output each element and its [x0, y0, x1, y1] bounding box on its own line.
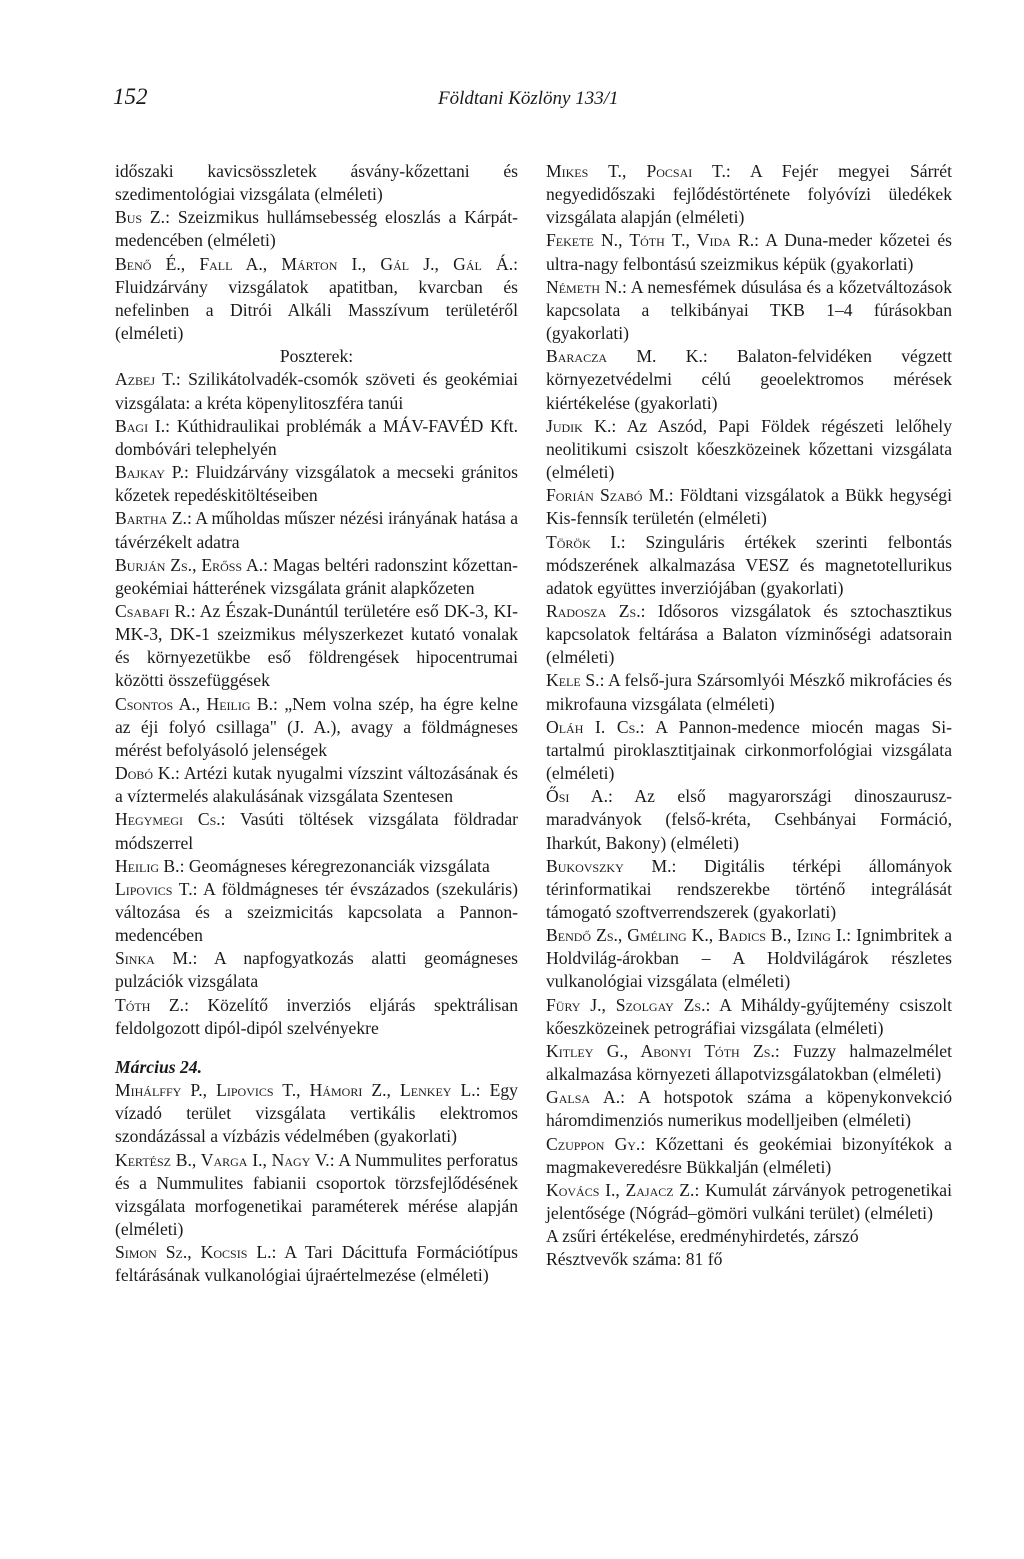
- entry-title: : Balaton-felvidéken végzett környezetvédelmi célú geoelektromos mérések kiértékelése (gyakorlati): [546, 346, 952, 413]
- program-entry: [546, 1086, 952, 1132]
- continuation-text: időszaki kavicsösszletek ásvány-kőzettani és szedimentológiai vizsgálata (elméleti): [115, 161, 518, 205]
- entry-title: : Közelítő inverziós eljárás spektrálisan feldolgozott dipól-dipól szelvényekre: [115, 994, 518, 1038]
- entry-title: : Geomágneses kéregrezonanciák vizsgálata: [179, 855, 490, 876]
- entry-title: : Az Aszód, Papi Földek régészeti lelőhely neolitikumi csiszolt kőeszközeinek kőzettani vizsgálata (elméleti): [546, 415, 952, 483]
- day-heading: Március 24.: [115, 1056, 203, 1077]
- entry-title: : Kőzettani és geokémiai bizonyítékok a magmakeveredésre Bükkalján (elméleti): [546, 1133, 952, 1177]
- entry-title: : Fluidzárvány vizsgálatok apatitban, kvarcban és nefelinben a Ditrói Alkáli Masszívum területéről (elméleti): [115, 253, 518, 344]
- entry-title: : A Pannon-medence miocén magas Si-tartalmú piroklasztitjainak cirkonmorfológiai vizsgálata (elméleti): [546, 716, 952, 784]
- right-entries-group: [546, 160, 952, 1225]
- program-entry: [115, 808, 518, 854]
- entry-title: : Az Észak-Dunántúl területére eső DK-3, KI-MK-3, DK-1 szeizmikus mélyszerkezet kutató vonalak és környezetükbe eső földrengések hipocentrumai közötti összefüggések: [115, 600, 518, 691]
- entry-authors: Füry J., Szolgay Zs.: [546, 994, 706, 1015]
- program-entry: [546, 669, 952, 715]
- entry-authors: Mihálffy P., Lipovics T., Hámori Z., Lenkey L.: [115, 1080, 476, 1101]
- entry-title: : Idősoros vizsgálatok és sztochasztikus kapcsolatok feltárása a Balaton vízminőségi adatsorain (elméleti): [546, 600, 952, 668]
- entry-title: : Az első magyarországi dinoszaurusz-maradványok (felső-kréta, Csehbányai Formáció, Iharkút, Bakony) (elméleti): [546, 786, 952, 853]
- entry-authors: Ősi A.: [546, 786, 608, 807]
- program-entry: [546, 276, 952, 345]
- entry-authors: Lipovics T.: [115, 878, 193, 899]
- entry-title: : Vasúti töltések vizsgálata földradar módszerrel: [115, 809, 518, 853]
- participants-line: Résztvevők száma: 81 fő: [546, 1249, 723, 1270]
- entry-authors: Oláh I. Cs.: [546, 716, 640, 737]
- program-entry: [546, 1179, 952, 1225]
- program-entry: [115, 554, 518, 600]
- entry-authors: Sinka M.: [115, 948, 193, 969]
- entry-authors: Kovács I., Zajacz Z.: [546, 1179, 695, 1200]
- entry-title: : Földtani vizsgálatok a Bükk hegységi Kis-fennsík területén (elméleti): [546, 485, 952, 529]
- program-entry: [546, 160, 952, 229]
- entry-title: : A műholdas műszer nézési irányának hatása a távérzékelt adatra: [115, 508, 519, 552]
- program-entry: [546, 229, 952, 275]
- entry-authors: Csontos A., Heilig B.: [115, 693, 274, 714]
- entry-authors: Judik K.: [546, 415, 612, 436]
- program-entry: [115, 206, 518, 252]
- entry-authors: Kertész B., Varga I., Nagy V.: [115, 1149, 330, 1170]
- entry-authors: Kitley G., Abonyi Tóth Zs.: [546, 1040, 775, 1061]
- entry-authors: Radosza Zs.: [546, 600, 641, 621]
- entry-authors: Csabafi R.: [115, 600, 191, 621]
- entry-title: : A napfogyatkozás alatti geomágneses pulzációk vizsgálata: [115, 948, 518, 992]
- left-entries-group-2: [115, 368, 518, 1040]
- entry-title: : A Miháldy-gyűjtemény csiszolt kőeszközeinek petrográfiai vizsgálata (elméleti): [546, 994, 952, 1038]
- program-entry: [546, 531, 952, 600]
- entry-authors: Bartha Z.: [115, 508, 187, 529]
- program-entry: [546, 484, 952, 530]
- program-entry: [546, 785, 952, 854]
- program-entry: [546, 1040, 952, 1086]
- entry-title: : Digitális térképi állományok térinformatikai rendszerekbe történő integrálását támogató szoftverrendszerek (gyakorlati): [546, 855, 952, 922]
- right-column: [546, 160, 952, 1272]
- program-entry: [546, 716, 952, 785]
- entry-title: : Kúthidraulikai problémák a MÁV-FAVÉD Kft. dombóvári telephelyén: [115, 415, 518, 459]
- entry-title: : A Duna-meder kőzetei és ultra-nagy felbontású szeizmikus képük (gyakorlati): [546, 230, 952, 274]
- entry-title: : Szilikátolvadék-csomók szöveti és geokémiai vizsgálata: a kréta köpenylitoszféra tanúi: [115, 369, 518, 413]
- entry-title: : Fuzzy halmazelmélet alkalmazása környezeti állapotvizsgálatokban (elméleti): [546, 1040, 952, 1085]
- program-entry: [115, 1149, 518, 1242]
- program-entry: [115, 368, 518, 414]
- program-entry: [115, 994, 518, 1040]
- program-entry: [546, 855, 952, 924]
- program-entry: [115, 461, 518, 507]
- entry-authors: Baracza M. K.: [546, 346, 703, 367]
- entry-authors: Németh N.: [546, 276, 622, 297]
- entry-title: : Fluidzárvány vizsgálatok a mecseki gránitos kőzetek repedéskitöltéseiben: [115, 462, 518, 506]
- entry-authors: Burján Zs., Erőss A.: [115, 554, 264, 575]
- program-entry: [115, 1241, 518, 1287]
- page-number: 152: [113, 84, 148, 109]
- poster-heading: Poszterek:: [279, 346, 354, 367]
- entry-authors: Kele S.: [546, 670, 600, 691]
- entry-title: : „Nem volna szép, ha égre kelne az éji folyó csillaga" (J. A.), avagy a földmágneses mérést befolyásoló jelenségek: [115, 693, 518, 760]
- entry-authors: Dobó K.: [115, 763, 176, 784]
- entry-authors: Bus Z.: [115, 207, 166, 228]
- entry-authors: Mikes T., Pocsai T.: [546, 161, 726, 181]
- entry-title: : A földmágneses tér évszázados (szekuláris) változása és a szeizmicitás kapcsolata a Pannon-medencében: [115, 878, 519, 946]
- entry-authors: Forián Szabó M.: [546, 485, 669, 506]
- entry-authors: Benő É., Fall A., Márton I., Gál J., Gál Á.: [115, 253, 514, 274]
- program-entry: [546, 600, 952, 669]
- program-entry: [115, 600, 518, 693]
- entry-authors: Bajkay P.: [115, 462, 184, 483]
- program-entry: [546, 415, 952, 484]
- entry-authors: Simon Sz., Kocsis L.: [115, 1242, 272, 1263]
- entry-authors: Galsa A.: [546, 1087, 621, 1108]
- page-header: [113, 84, 893, 124]
- entry-authors: Bagi I.: [115, 415, 166, 436]
- entry-title: : A hotspotok száma a köpenykonvekció háromdimenziós numerikus modelljeiben (elméleti): [546, 1087, 952, 1131]
- program-entry: [115, 947, 518, 993]
- left-entries-group-1: [115, 206, 518, 345]
- program-entry: [115, 415, 518, 461]
- program-entry: [115, 507, 518, 553]
- entry-authors: Azbej T.: [115, 369, 176, 390]
- entry-authors: Tóth Z.: [115, 994, 185, 1015]
- entry-title: : A Tari Dácittufa Formációtípus feltárásának vulkanológiai újraértelmezése (elméleti): [115, 1242, 518, 1286]
- program-entry: [115, 855, 518, 878]
- left-entries-group-3: [115, 1079, 518, 1287]
- program-entry: [115, 878, 518, 947]
- closing-line: A zsűri értékelése, eredményhirdetés, zárszó: [546, 1226, 859, 1247]
- entry-authors: Török I.: [546, 531, 621, 552]
- entry-title: : Szinguláris értékek szerinti felbontás módszerének alkalmazása VESZ és magnetotellurikus adatok együttes inverziójában (gyakorlati): [546, 531, 952, 598]
- program-entry: [115, 253, 518, 346]
- entry-title: : A Nummulites perforatus és a Nummulites fabianii csoportok törzsfejlődésének vizsgálata morfogenetikai paraméterek mérése alapján (elméleti): [115, 1149, 518, 1240]
- program-entry: [115, 693, 518, 762]
- entry-title: : Szeizmikus hullámsebesség eloszlás a Kárpát-medencében (elméleti): [115, 207, 518, 251]
- program-entry: [546, 924, 952, 993]
- entry-title: : A nemesfémek dúsulása és a kőzetváltozások kapcsolata a telkibányai TKB 1–4 fúrásokban (gyakorlati): [546, 276, 952, 344]
- entry-title: : Kumulát zárványok petrogenetikai jelentősége (Nógrád–gömöri vulkáni terület) (elméleti): [546, 1179, 952, 1224]
- entry-title: : A felső-jura Szársomlyói Mészkő mikrofácies és mikrofauna vizsgálata (elméleti): [546, 670, 953, 714]
- program-entry: [546, 345, 952, 414]
- entry-title: : Artézi kutak nyugalmi vízszint változásának és a víztermelés alakulásának vizsgálata Szentesen: [115, 763, 518, 807]
- entry-authors: Hegymegi Cs.: [115, 809, 221, 830]
- program-entry: [546, 994, 952, 1040]
- entry-authors: Fekete N., Tóth T., Vida R.: [546, 230, 755, 251]
- program-entry: [115, 762, 518, 808]
- entry-authors: Bukovszky M.: [546, 855, 672, 876]
- entry-authors: Heilig B.: [115, 855, 180, 876]
- program-entry: [115, 1079, 518, 1148]
- entry-title: : A Fejér megyei Sárrét negyedidőszaki fejlődéstörténete folyóvízi üledékek vizsgálata alapján (elméleti): [546, 161, 952, 228]
- entry-title: : Magas beltéri radonszint kőzettan-geokémiai hátterének vizsgálata gránit alapkőzeten: [115, 554, 518, 598]
- entry-authors: Bendő Zs., Gméling K., Badics B., Izing I.: [546, 925, 847, 946]
- entry-title: : Egy vízadó terület vizsgálata vertikális elektromos szondázással a vízbázis védelmében (gyakorlati): [115, 1080, 518, 1147]
- program-entry: [546, 1133, 952, 1179]
- entry-title: : Ignimbritek a Holdvilág-árokban – A Holdvilágárok részletes vulkanológiai vizsgálata (elméleti): [546, 925, 953, 992]
- left-column: [115, 160, 518, 1288]
- entry-authors: Czuppon Gy.: [546, 1133, 641, 1154]
- journal-title: Földtani Közlöny 133/1: [438, 88, 619, 109]
